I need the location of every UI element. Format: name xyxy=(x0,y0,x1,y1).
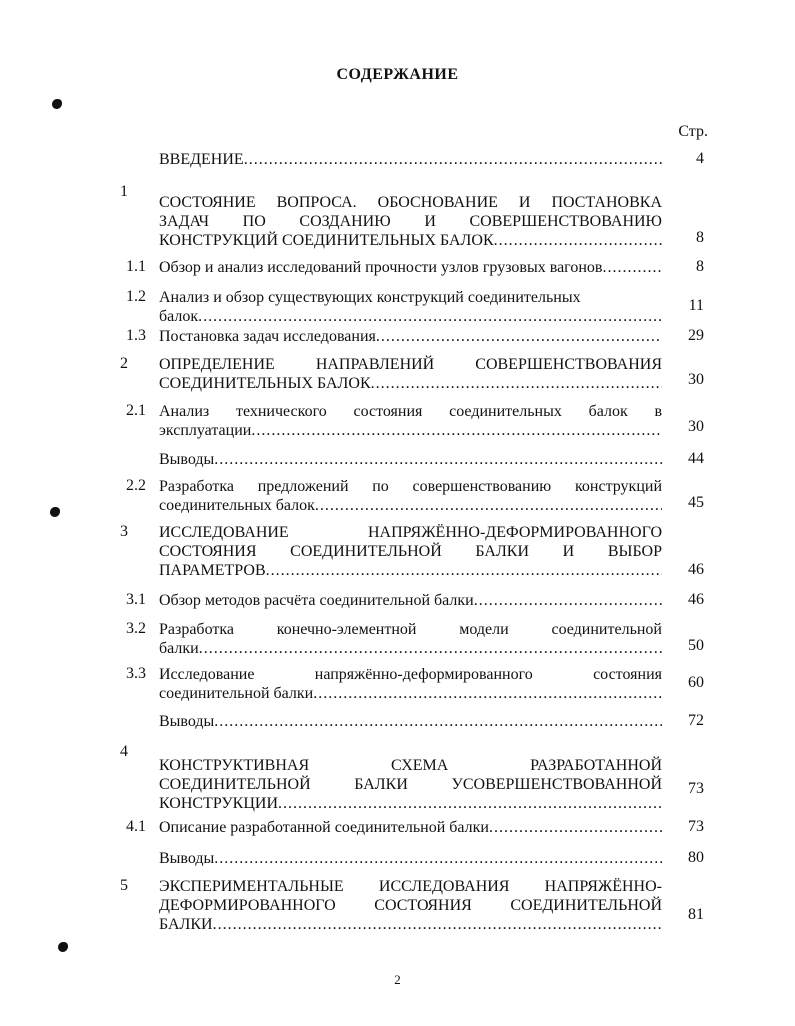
toc-line: эксплуатации xyxy=(159,422,252,439)
toc-page-number: 44 xyxy=(688,450,704,467)
toc-section-number: 2.2 xyxy=(126,477,146,494)
toc-entry-text xyxy=(159,193,662,250)
toc-entry-text xyxy=(159,288,662,326)
leader-dots xyxy=(371,374,662,393)
leader-dots xyxy=(244,150,662,169)
toc-page-number: 81 xyxy=(688,906,704,923)
toc-chapter-number: 3 xyxy=(120,523,128,540)
toc-entry-text xyxy=(159,327,662,346)
toc-chapter-number: 2 xyxy=(120,355,128,372)
leader-dots xyxy=(213,915,662,934)
toc-line: Разработка предложений по совершенствованию конструкций xyxy=(159,478,662,495)
toc-line: Обзор и анализ исследований прочности узлов грузовых вагонов xyxy=(159,259,603,276)
toc-page-number: 50 xyxy=(688,637,704,654)
toc-entry-text xyxy=(159,523,662,580)
leader-dots xyxy=(214,450,662,469)
toc-line: Исследование напряжённо-деформированного состояния xyxy=(159,666,662,683)
toc-line: ЗАДАЧ ПО СОЗДАНИЮ И СОВЕРШЕНСТВОВАНИЮ xyxy=(159,213,662,230)
footer-page-number: 2 xyxy=(394,972,401,987)
toc-entry-text xyxy=(159,620,662,658)
toc-line: Выводы xyxy=(159,850,215,867)
toc-entry-text xyxy=(159,477,662,515)
page-title: СОДЕРЖАНИЕ xyxy=(336,66,459,83)
toc-line: Анализ технического состояния соединительных балок в xyxy=(159,403,662,420)
toc-page-number: 30 xyxy=(688,371,704,388)
toc-line: СОСТОЯНИЕ ВОПРОСА. ОБОСНОВАНИЕ И ПОСТАНОВКА xyxy=(159,194,662,211)
toc-line: Разработка конечно-элементной модели соединительной xyxy=(159,621,662,638)
leader-dots xyxy=(474,591,662,610)
toc-line: СОЕДИНИТЕЛЬНОЙ БАЛКИ УСОВЕРШЕНСТВОВАННОЙ xyxy=(159,776,662,793)
toc-page-number: 8 xyxy=(696,258,704,275)
toc-entry-text xyxy=(159,258,662,277)
toc-page-number: 73 xyxy=(688,780,704,797)
toc-line: КОНСТРУКЦИИ xyxy=(159,795,278,812)
punch-hole-mark xyxy=(58,942,68,952)
toc-page-number: 46 xyxy=(688,561,704,578)
toc-section-number: 1.3 xyxy=(126,327,146,344)
toc-page-number: 80 xyxy=(688,849,704,866)
toc-line: КОНСТРУКЦИЙ СОЕДИНИТЕЛЬНЫХ БАЛОК xyxy=(159,232,494,249)
toc-section-number: 1.2 xyxy=(126,288,146,305)
toc-line: Выводы xyxy=(159,713,215,730)
leader-dots xyxy=(198,307,662,326)
toc-chapter-number: 4 xyxy=(120,743,128,760)
toc-section-number: 1.1 xyxy=(126,258,146,275)
leader-dots xyxy=(376,327,662,346)
toc-section-number: 2.1 xyxy=(126,402,146,419)
page-column-label: Стр. xyxy=(678,123,708,140)
leader-dots xyxy=(251,421,662,440)
toc-line: Описание разработанной соединительной балки xyxy=(159,819,489,836)
toc-line: СОЕДИНИТЕЛЬНЫХ БАЛОК xyxy=(159,375,371,392)
toc-page-number: 60 xyxy=(688,674,704,691)
toc-line: ВВЕДЕНИЕ xyxy=(159,151,244,168)
leader-dots xyxy=(315,496,662,515)
toc-entry-text xyxy=(159,756,662,813)
toc-section-number: 3.2 xyxy=(126,620,146,637)
toc-entry-text xyxy=(159,150,662,169)
toc-page-number: 45 xyxy=(688,494,704,511)
toc-entry-text xyxy=(159,712,662,731)
toc-line: СОСТОЯНИЯ СОЕДИНИТЕЛЬНОЙ БАЛКИ И ВЫБОР xyxy=(159,543,662,560)
leader-dots xyxy=(494,231,662,250)
toc-section-number: 4.1 xyxy=(126,818,146,835)
punch-hole-mark xyxy=(52,99,62,109)
toc-entry-text xyxy=(159,877,662,934)
toc-entry-text xyxy=(159,355,662,393)
toc-chapter-number: 1 xyxy=(120,183,128,200)
toc-line: КОНСТРУКТИВНАЯ СХЕМА РАЗРАБОТАННОЙ xyxy=(159,757,662,774)
toc-page-number: 73 xyxy=(688,818,704,835)
toc-section-number: 3.3 xyxy=(126,665,146,682)
toc-line: Обзор методов расчёта соединительной балки xyxy=(159,592,474,609)
toc-entry-text xyxy=(159,402,662,440)
toc-entry-text xyxy=(159,818,662,837)
leader-dots xyxy=(214,712,662,731)
toc-entry-text xyxy=(159,849,662,868)
toc-page-number: 8 xyxy=(696,229,704,246)
toc-line: Анализ и обзор существующих конструкций соединительных xyxy=(159,289,581,306)
toc-line: ПАРАМЕТРОВ xyxy=(159,562,266,579)
toc-line: ИССЛЕДОВАНИЕ НАПРЯЖЁННО-ДЕФОРМИРОВАННОГО xyxy=(159,524,662,541)
toc-page-number: 11 xyxy=(688,297,704,314)
toc-chapter-number: 5 xyxy=(120,877,128,894)
toc-entry-text xyxy=(159,591,662,610)
toc-line: ОПРЕДЕЛЕНИЕ НАПРАВЛЕНИЙ СОВЕРШЕНСТВОВАНИЯ xyxy=(159,356,662,373)
leader-dots xyxy=(489,818,662,837)
toc-page-number: 30 xyxy=(688,418,704,435)
leader-dots xyxy=(278,794,662,813)
toc-entry-text xyxy=(159,665,662,703)
toc-section-number: 3.1 xyxy=(126,591,146,608)
toc-line: соединительных балок xyxy=(159,497,315,514)
toc-page-number: 29 xyxy=(688,327,704,344)
toc-line: балки xyxy=(159,640,199,657)
leader-dots xyxy=(266,561,662,580)
leader-dots xyxy=(313,684,662,703)
toc-line: ЭКСПЕРИМЕНТАЛЬНЫЕ ИССЛЕДОВАНИЯ НАПРЯЖЁННО- xyxy=(159,878,662,895)
toc-line: соединительной балки xyxy=(159,685,314,702)
toc-line: балок xyxy=(159,308,199,325)
leader-dots xyxy=(199,639,662,658)
leader-dots xyxy=(602,258,662,277)
toc-line: Выводы xyxy=(159,451,215,468)
toc-line: ДЕФОРМИРОВАННОГО СОСТОЯНИЯ СОЕДИНИТЕЛЬНОЙ xyxy=(159,897,662,914)
punch-hole-mark xyxy=(50,507,60,517)
toc-line: Постановка задач исследования xyxy=(159,328,376,345)
toc-line: БАЛКИ xyxy=(159,916,213,933)
leader-dots xyxy=(214,849,662,868)
toc-page-number: 4 xyxy=(696,150,704,167)
toc-page-number: 46 xyxy=(688,591,704,608)
toc-page-number: 72 xyxy=(688,712,704,729)
toc-entry-text xyxy=(159,450,662,469)
